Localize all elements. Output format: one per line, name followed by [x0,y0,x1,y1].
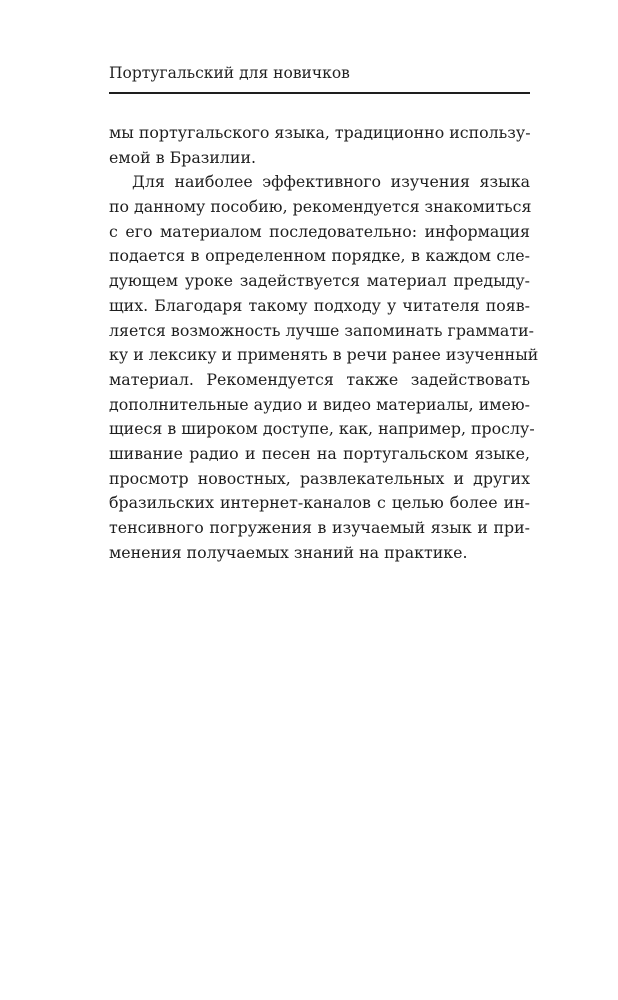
text-line: дополнительные аудио и видео материалы, имею- [109,394,530,414]
text-line: дующем уроке задействуется материал предыду- [109,271,530,291]
text-line: материал. Рекомендуется также задействовать [109,369,530,389]
text-line: емой в Бразилии. [109,147,257,167]
text-line: мы португальского языка, традиционно использу- [109,123,531,142]
text-line: менения получаемых знаний на практике. [109,542,468,562]
paragraph-first-line: Для наиболее эффективного изучения языка [132,172,530,192]
header-rule [109,92,530,94]
text-line: с его материалом последовательно: информация [109,221,530,241]
running-head-title: Португальский для новичков [109,64,350,82]
text-line: бразильских интернет-каналов с целью более ин- [109,493,530,513]
text-line: по данному пособию, рекомендуется знакомиться [109,197,532,217]
text-line: шивание радио и песен на португальском языке, [109,443,530,463]
text-line: ляется возможность лучше запоминать граммати- [109,320,534,340]
text-line: щих. Благодаря такому подходу у читателя появ- [109,295,530,315]
text-line: тенсивного погружения в изучаемый язык и при- [109,518,530,537]
text-line: ку и лексику и применять в речи ранее изученный [109,345,539,365]
body-text [109,121,539,565]
text-line: щиеся в широком доступе, как, например, прослу- [109,419,535,439]
text-line: просмотр новостных, развлекательных и других [109,468,530,488]
text-line: подается в определенном порядке, в каждом сле- [109,246,530,266]
